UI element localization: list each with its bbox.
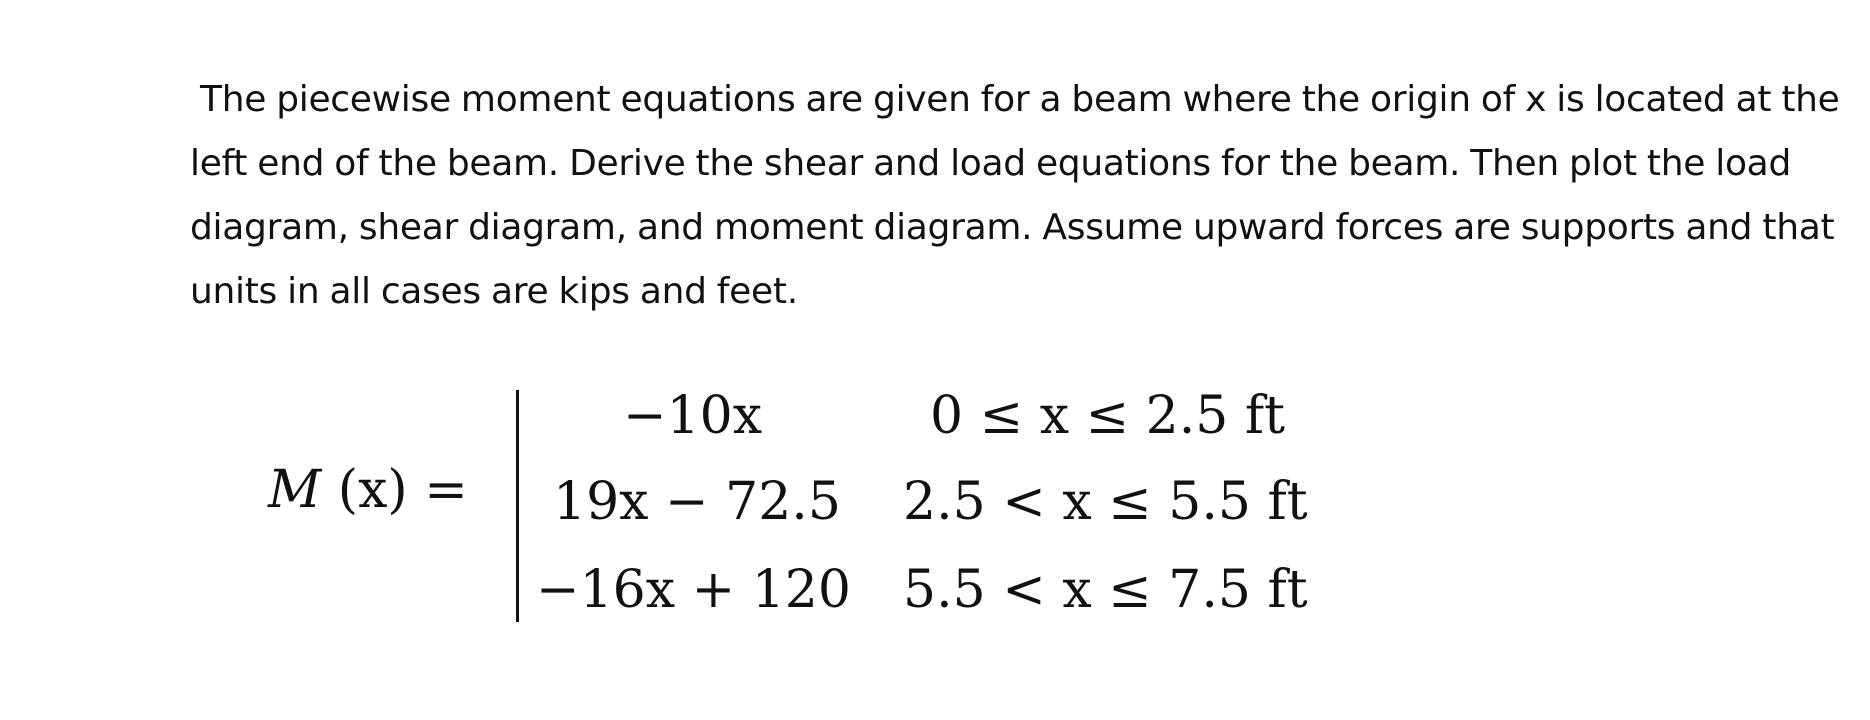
piecewise-bracket bbox=[516, 390, 519, 622]
problem-statement bbox=[190, 68, 1860, 324]
problem-line-3: diagram, shear diagram, and moment diagram. Assume upward forces are supports and that bbox=[190, 207, 1835, 248]
problem-line-2: left end of the beam. Derive the shear and load equations for the beam. Then plot the load bbox=[190, 143, 1791, 184]
moment-function-argument: (x) bbox=[337, 460, 408, 520]
equation-lhs bbox=[268, 460, 468, 520]
case-1-condition: 0 ≤ x ≤ 2.5 ft bbox=[930, 386, 1286, 446]
case-2-expression: 19x − 72.5 bbox=[553, 472, 841, 532]
case-1-expression: −10x bbox=[623, 386, 763, 446]
problem-line-4: units in all cases are kips and feet. bbox=[190, 271, 798, 312]
moment-function-symbol: M bbox=[268, 460, 322, 520]
case-2-condition: 2.5 < x ≤ 5.5 ft bbox=[903, 472, 1308, 532]
problem-line-1: The piecewise moment equations are given for a beam where the origin of x is located at the bbox=[200, 79, 1840, 120]
case-3-condition: 5.5 < x ≤ 7.5 ft bbox=[903, 560, 1308, 620]
equals-sign: = bbox=[424, 460, 468, 520]
case-3-expression: −16x + 120 bbox=[536, 560, 851, 620]
